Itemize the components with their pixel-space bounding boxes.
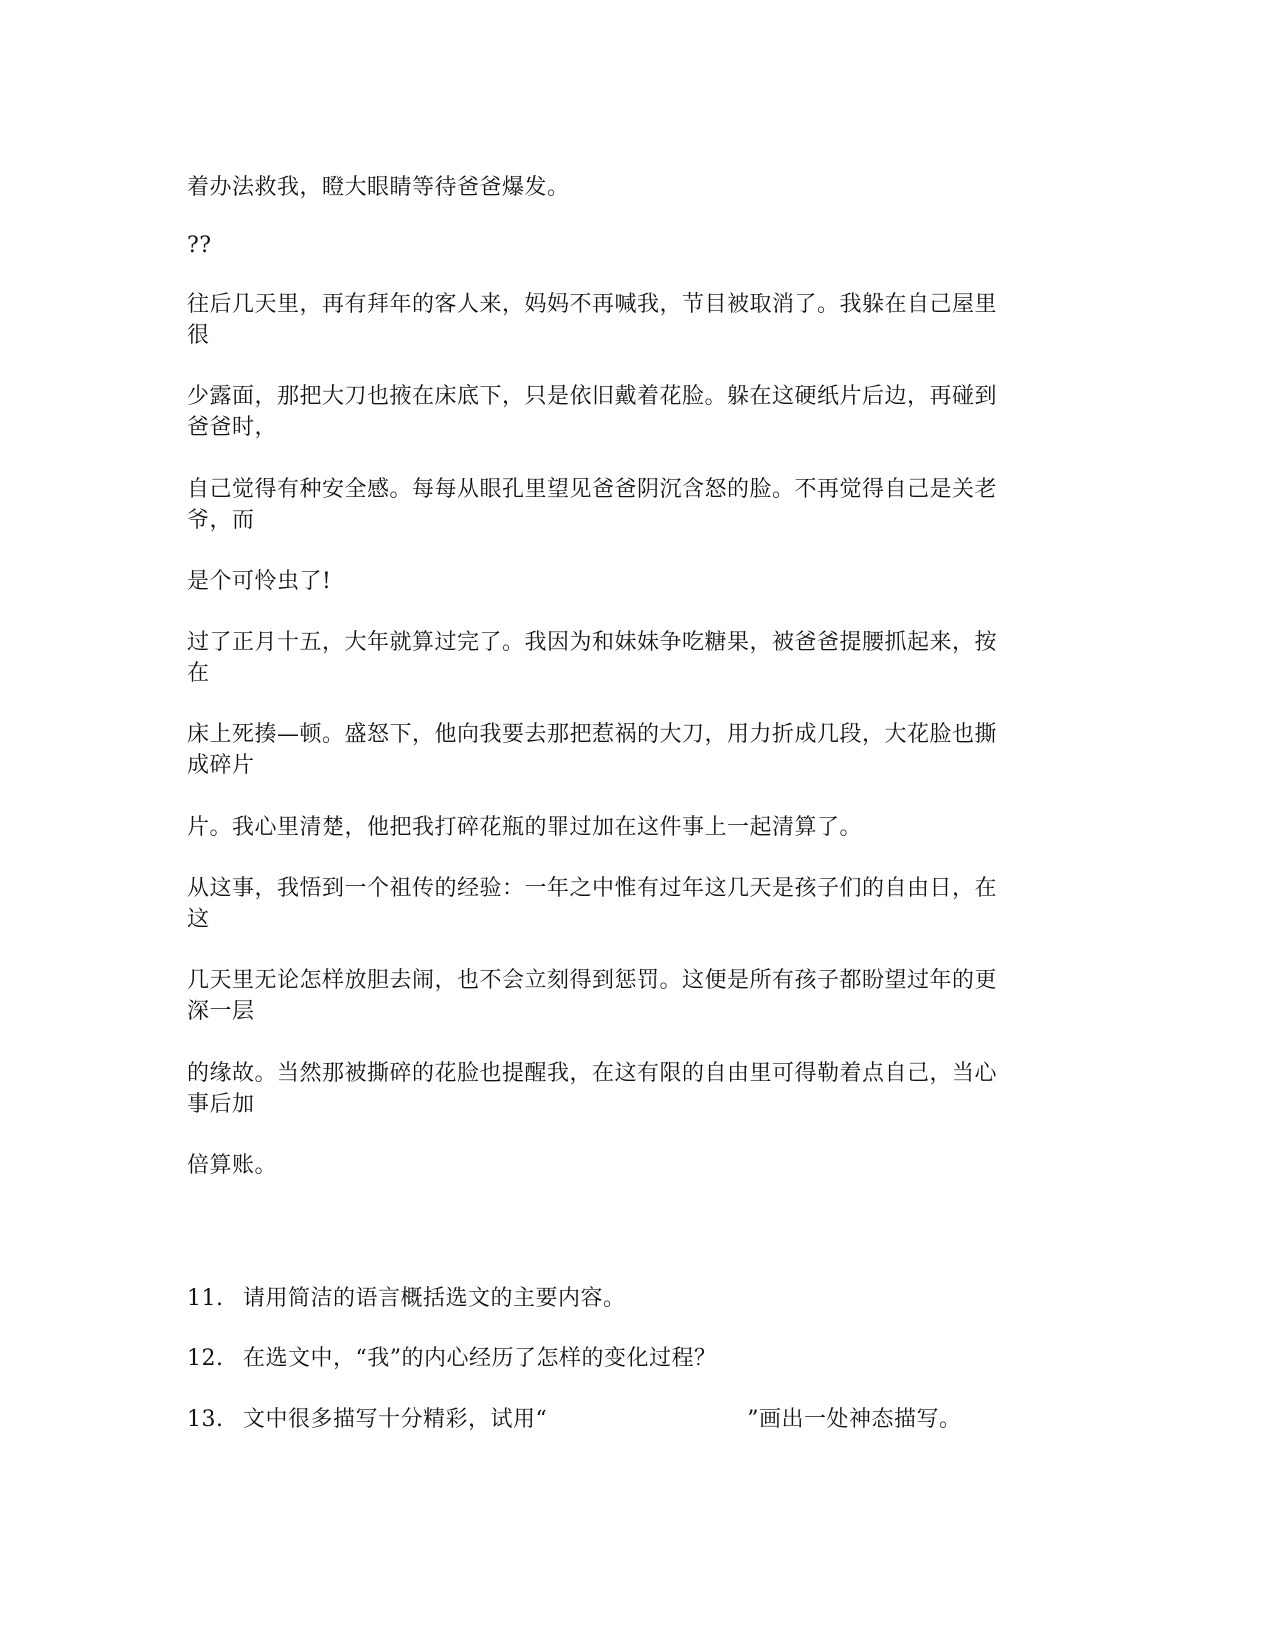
passage-line: 爷，而 — [187, 508, 255, 533]
passage-line: 少露面，那把大刀也掖在床底下，只是依旧戴着花脸。躲在这硬纸片后边，再碰到 — [187, 384, 998, 409]
passage-line: 从这事，我悟到一个祖传的经验：一年之中惟有过年这几天是孩子们的自由日，在 — [187, 876, 998, 901]
passage-line: 自己觉得有种安全感。每每从眼孔里望见爸爸阴沉含怒的脸。不再觉得自己是关老 — [187, 477, 998, 502]
question-12 — [187, 1342, 1087, 1375]
passage-line: ?? — [187, 233, 212, 258]
passage-line: 着办法救我，瞪大眼睛等待爸爸爆发。 — [187, 175, 570, 200]
question-number: 12. — [187, 1346, 224, 1371]
passage-line: 床上死揍—顿。盛怒下，他向我要去那把惹祸的大刀，用力折成几段，大花脸也撕 — [187, 722, 998, 747]
question-text: 在选文中，“我”的内心经历了怎样的变化过程？ — [243, 1346, 717, 1371]
passage-line: 倍算账。 — [187, 1153, 278, 1178]
question-13 — [187, 1403, 1087, 1436]
passage-line: 成碎片 — [187, 753, 255, 778]
question-number: 13. — [187, 1407, 224, 1432]
passage-line: 片。我心里清楚，他把我打碎花瓶的罪过加在这件事上一起清算了。 — [187, 815, 863, 840]
passage-line: 这 — [187, 907, 210, 932]
passage-line: 很 — [187, 323, 210, 348]
passage-line: 的缘故。当然那被撕碎的花脸也提醒我，在这有限的自由里可得勒着点自己，当心 — [187, 1061, 998, 1086]
passage-line: 在 — [187, 661, 210, 686]
question-text-before: 文中很多描写十分精彩，试用“ — [243, 1407, 548, 1432]
passage-line: 事后加 — [187, 1092, 255, 1117]
passage-line: 深一层 — [187, 999, 255, 1024]
question-11 — [187, 1282, 1087, 1315]
question-number: 11. — [187, 1286, 224, 1311]
passage-line: 往后几天里，再有拜年的客人来，妈妈不再喊我，节目被取消了。我躲在自己屋里 — [187, 292, 998, 317]
passage-line: 几天里无论怎样放胆去闹，也不会立刻得到惩罚。这便是所有孩子都盼望过年的更 — [187, 968, 998, 993]
passage-line: 是个可怜虫了! — [187, 569, 332, 594]
passage-line: 爸爸时， — [187, 415, 278, 440]
question-text-after: ”画出一处神态描写。 — [747, 1407, 962, 1432]
question-text: 请用简洁的语言概括选文的主要内容。 — [243, 1286, 626, 1311]
passage-line: 过了正月十五，大年就算过完了。我因为和妹妹争吃糖果，被爸爸提腰抓起来，按 — [187, 630, 998, 655]
